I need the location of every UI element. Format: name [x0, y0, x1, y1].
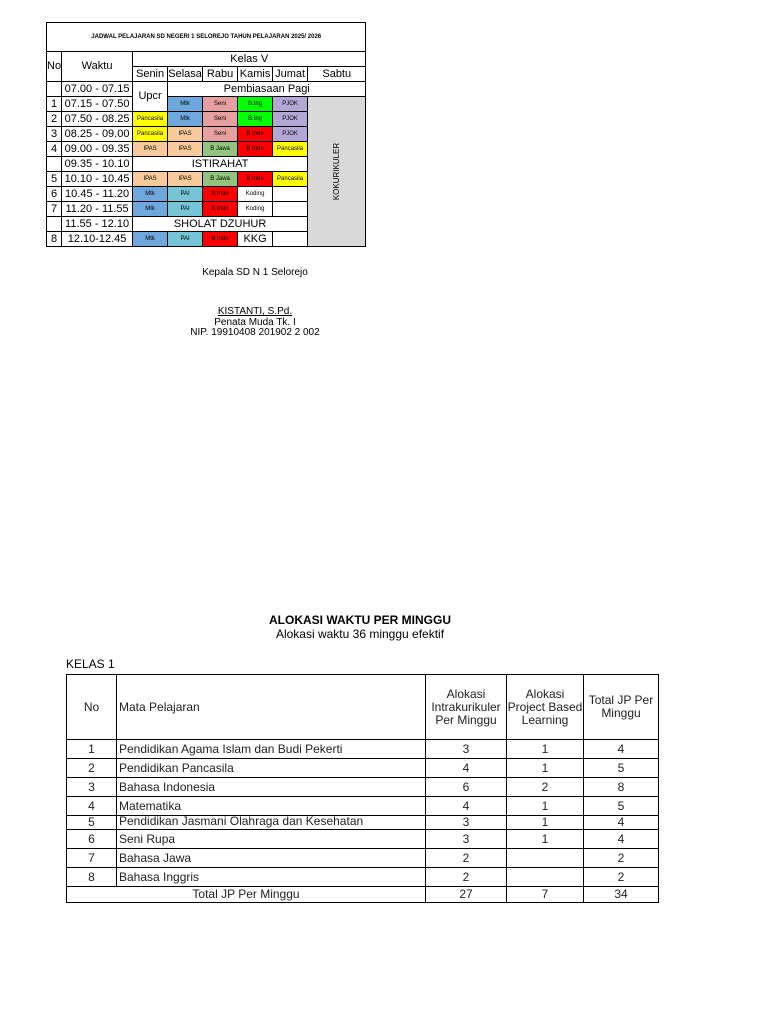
row-total: 5 [584, 797, 659, 816]
time-slot: 08.25 - 09.00 [62, 127, 133, 142]
day-selasa: Selasa [168, 67, 202, 80]
row-no: 2 [67, 759, 117, 778]
row-pbl: 1 [507, 797, 584, 816]
row-subject: Bahasa Inggris [117, 868, 426, 887]
row-number: 6 [47, 187, 62, 202]
lesson-cell: B Jawa [203, 172, 238, 187]
allocation-subtitle: Alokasi waktu 36 minggu efektif [275, 627, 445, 641]
header-subject: Mata Pelajaran [117, 675, 426, 740]
row-total: 5 [584, 759, 659, 778]
table-row [67, 849, 659, 868]
row-intra: 3 [426, 830, 507, 849]
row-no: 3 [67, 778, 117, 797]
table-row [67, 797, 659, 816]
lesson-cell: PAI [168, 202, 203, 217]
row-intra: 4 [426, 797, 507, 816]
time-slot: 09.35 - 10.10 [62, 157, 133, 172]
kelas-label: KELAS 1 [66, 657, 115, 671]
row-pbl: 2 [507, 778, 584, 797]
row-no: 7 [67, 849, 117, 868]
day-sabtu: Sabtu [308, 67, 366, 82]
time-slot: 10.45 - 11.20 [62, 187, 133, 202]
row-intra: 3 [426, 816, 507, 830]
header-total: Total JP Per Minggu [584, 675, 659, 740]
total-label: Total JP Per Minggu [67, 887, 426, 903]
row-subject: Matematika [117, 797, 426, 816]
row-subject: Pendidikan Jasmani Olahraga dan Kesehatan [119, 816, 364, 828]
lesson-cell: Koding [238, 202, 273, 217]
row-subject: Pendidikan Agama Islam dan Budi Pekerti [117, 740, 426, 759]
principal-rank: Penata Muda Tk. I [214, 317, 296, 328]
lesson-cell: KKG [238, 232, 273, 247]
time-slot: 11.55 - 12.10 [62, 217, 133, 232]
allocation-title: ALOKASI WAKTU PER MINGGU [269, 613, 451, 627]
row-intra: 4 [426, 759, 507, 778]
row-subject: Bahasa Indonesia [117, 778, 426, 797]
row-number: 1 [47, 97, 62, 112]
row-no: 1 [67, 740, 117, 759]
row-number: 4 [47, 142, 62, 157]
row-intra: 2 [426, 849, 507, 868]
row-intra: 3 [426, 740, 507, 759]
row-no: 5 [67, 816, 117, 830]
day-rabu: Rabu [203, 67, 238, 82]
principal-name: KISTANTI, S.Pd. [217, 306, 293, 317]
lesson-cell: B Jawa [203, 142, 238, 157]
lesson-cell: Koding [238, 187, 273, 202]
time-slot: 10.10 - 10.45 [62, 172, 133, 187]
row-total: 4 [584, 830, 659, 849]
row-number: 3 [47, 127, 62, 142]
upcr-cell: Upcr [133, 82, 168, 112]
time-slot: 09.00 - 09.35 [62, 142, 133, 157]
lesson-cell: B Indo [203, 202, 238, 217]
lesson-cell [273, 202, 308, 217]
day-kamis: Kamis [238, 67, 273, 82]
total-total: 34 [584, 887, 659, 903]
row-pbl: 1 [507, 816, 584, 830]
lesson-cell: B Indo [203, 232, 238, 247]
kokurikuler-cell [308, 97, 366, 247]
lesson-cell: Pancasila [273, 142, 308, 157]
row-pbl [507, 849, 584, 868]
lesson-cell: Mtk [168, 112, 203, 127]
allocation-table [66, 674, 659, 903]
lesson-cell: Mtk [168, 97, 203, 112]
lesson-cell: PJOK [273, 127, 308, 142]
lesson-cell: B Indo [238, 142, 273, 157]
row-no: 6 [67, 830, 117, 849]
lesson-cell: Seni [203, 112, 238, 127]
lesson-cell: Seni [203, 127, 238, 142]
row-subject: Pendidikan Pancasila [117, 759, 426, 778]
principal-position: Kepala SD N 1 Selorejo [202, 267, 308, 278]
day-senin: Senin [133, 67, 168, 82]
table-row [67, 830, 659, 849]
header-pbl: Alokasi Project Based Learning [507, 675, 584, 740]
istirahat-cell: ISTIRAHAT [133, 157, 308, 172]
lesson-cell: B Indo [238, 172, 273, 187]
table-row [67, 868, 659, 887]
row-pbl: 1 [507, 740, 584, 759]
lesson-cell: PAI [168, 187, 203, 202]
lesson-cell: Pancasila [133, 112, 168, 127]
time-slot: 07.50 - 08.25 [62, 112, 133, 127]
row-number: 2 [47, 112, 62, 127]
total-row [67, 887, 659, 903]
table-row [67, 816, 659, 830]
lesson-cell [273, 187, 308, 202]
time-slot: 07.00 - 07.15 [62, 82, 133, 97]
lesson-cell: Pancasila [133, 127, 168, 142]
row-subject: Seni Rupa [117, 830, 426, 849]
lesson-cell: B Indo [238, 127, 273, 142]
table-row [67, 740, 659, 759]
header-no: No [67, 675, 117, 740]
row-pbl: 1 [507, 759, 584, 778]
row-number [47, 217, 62, 232]
header-intrakurikuler: Alokasi Intrakurikuler Per Minggu [426, 675, 507, 740]
row-subject: Bahasa Jawa [117, 849, 426, 868]
row-pbl [507, 868, 584, 887]
lesson-cell: IPAS [168, 142, 203, 157]
lesson-cell: PAI [168, 232, 203, 247]
lesson-cell: IPAS [168, 127, 203, 142]
row-intra: 2 [426, 868, 507, 887]
row-number [47, 157, 62, 172]
lesson-cell: Mtk [133, 232, 168, 247]
lesson-cell: Seni [203, 97, 238, 112]
row-total: 2 [584, 849, 659, 868]
lesson-cell: IPAS [168, 172, 203, 187]
lesson-cell: Mtk [133, 202, 168, 217]
lesson-cell: B.Ing [238, 112, 273, 127]
row-total: 4 [584, 740, 659, 759]
lesson-cell: PJOK [273, 112, 308, 127]
lesson-cell: IPAS [133, 142, 168, 157]
total-pbl: 7 [507, 887, 584, 903]
lesson-cell: B.Ing [238, 97, 273, 112]
table-row [67, 759, 659, 778]
day-jumat: Jumat [273, 67, 308, 82]
row-number [47, 82, 62, 97]
time-slot: 07.15 - 07.50 [62, 97, 133, 112]
row-no: 4 [67, 797, 117, 816]
time-slot: 12.10-12.45 [62, 232, 133, 247]
row-total: 2 [584, 868, 659, 887]
col-waktu-header: Waktu [62, 52, 133, 82]
lesson-cell: Mtk [133, 187, 168, 202]
row-no: 8 [67, 868, 117, 887]
lesson-cell: B Indo [203, 187, 238, 202]
schedule-table [46, 22, 366, 247]
lesson-cell: PJOK [273, 97, 308, 112]
row-total: 8 [584, 778, 659, 797]
lesson-cell: Pancasila [273, 172, 308, 187]
sholat-cell: SHOLAT DZUHUR [133, 217, 308, 232]
table-row [67, 778, 659, 797]
pembiasaan-cell: Pembiasaan Pagi [168, 82, 366, 97]
row-total: 4 [584, 816, 659, 830]
kokurikuler-label: KOKURIKULER [332, 142, 342, 201]
row-number: 5 [47, 172, 62, 187]
lesson-cell: IPAS [133, 172, 168, 187]
row-number: 7 [47, 202, 62, 217]
row-intra: 6 [426, 778, 507, 797]
total-intra: 27 [426, 887, 507, 903]
col-no-header: No [47, 52, 62, 82]
time-slot: 11.20 - 11.55 [62, 202, 133, 217]
principal-nip: NIP. 19910408 201902 2 002 [190, 327, 320, 338]
schedule-title: JADWAL PELAJARAN SD NEGERI 1 SELOREJO TAHUN PELAJARAN 2025/ 2026 [47, 23, 366, 52]
lesson-cell [273, 232, 308, 247]
row-number: 8 [47, 232, 62, 247]
kelas-header: Kelas V [133, 52, 366, 67]
row-pbl: 1 [507, 830, 584, 849]
